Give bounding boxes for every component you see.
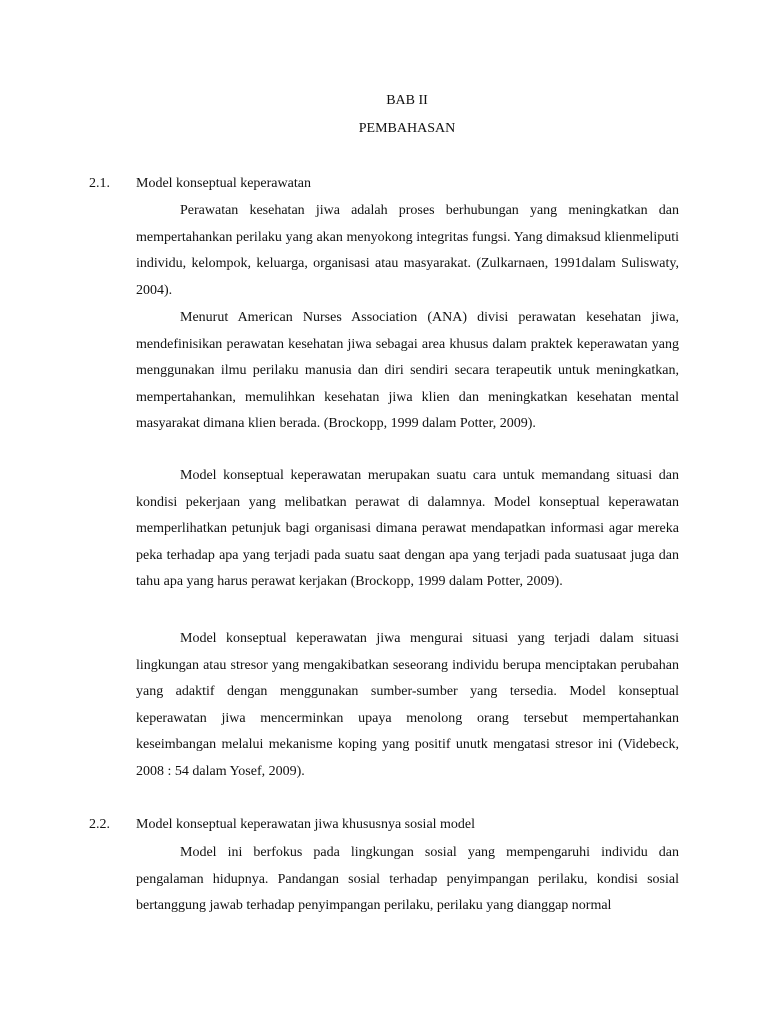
- chapter-title: BAB II: [386, 93, 428, 108]
- paragraph-2-2-a: Model ini berfokus pada lingkungan sosial yang mempengaruhi individu dan pengalaman hidupnya. Pandangan sosial terhadap penyimpangan perilaku, kondisi sosial bertanggung jawab terhadap penyimpangan perilaku, perilaku yang dianggap normal: [136, 845, 679, 914]
- chapter-subtitle: PEMBAHASAN: [358, 121, 456, 136]
- section-heading-2-1: Model konseptual keperawatan: [136, 176, 311, 191]
- paragraph-2-1-c: Model konseptual keperawatan merupakan suatu cara untuk memandang situasi dan kondisi pekerjaan yang melibatkan perawat di dalamnya. Model konseptual keperawatan memperlihatkan petunjuk bagi organisasi dimana perawat mendapatkan informasi agar mereka peka terhadap apa yang terjadi pada suatu saat dengan apa yang terjadi pada suatusaat juga dan tahu apa yang harus perawat kerjakan (Brockopp, 1999 dalam Potter, 2009).: [136, 468, 679, 590]
- section-heading-2-2: Model konseptual keperawatan jiwa khususnya sosial model: [136, 817, 476, 832]
- section-number-2-2: 2.2.: [89, 817, 110, 832]
- section-number-2-1: 2.1.: [89, 176, 110, 191]
- paragraph-2-1-a: Perawatan kesehatan jiwa adalah proses berhubungan yang meningkatkan dan mempertahankan perilaku yang akan menyokong integritas fungsi. Yang dimaksud klienmeliputi individu, kelompok, keluarga, organisasi atau masyarakat. (Zulkarnaen, 1991dalam Suliswaty, 2004).: [136, 203, 679, 298]
- paragraph-2-1-d: Model konseptual keperawatan jiwa mengurai situasi yang terjadi dalam situasi lingkungan atau stresor yang mengakibatkan seseorang individu berupa menciptakan perubahan yang adaktif dengan menggunakan sumber-sumber yang tersedia. Model konseptual keperawatan jiwa mencerminkan upaya menolong orang tersebut mempertahankan keseimbangan melalui mekanisme koping yang positif unutk mengatasi stresor ini (Videbeck, 2008 : 54 dalam Yosef, 2009).: [136, 631, 679, 779]
- paragraph-2-1-b: Menurut American Nurses Association (ANA) divisi perawatan kesehatan jiwa, mendefinisikan perawatan kesehatan jiwa sebagai area khusus dalam praktek keperawatan yang menggunakan ilmu perilaku manusia dan diri sendiri secara terapeutik untuk meningkatkan, mempertahankan, memulihkan kesehatan jiwa klien dan meningkatkan kesehatan mental masyarakat dimana klien berada. (Brockopp, 1999 dalam Potter, 2009).: [136, 310, 679, 432]
